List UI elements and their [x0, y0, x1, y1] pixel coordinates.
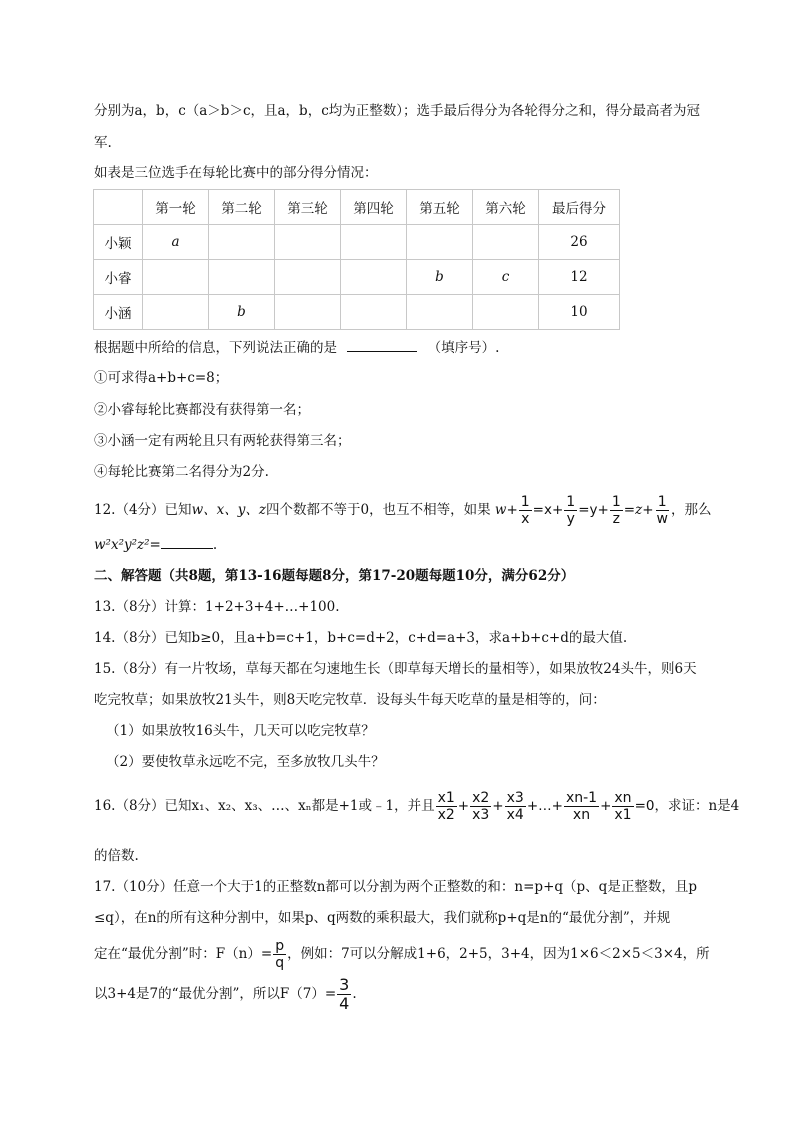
q16-plus: + — [457, 798, 470, 814]
option-2: ②小睿每轮比赛都没有获得第一名； — [94, 402, 310, 418]
question-prompt-text: 根据题中所给的信息，下列说法正确的是 — [94, 340, 337, 356]
question-17-line-3 — [94, 934, 722, 974]
q16-plus: + — [492, 798, 504, 814]
frac-den: xn — [572, 807, 591, 823]
table-cell — [341, 295, 407, 330]
q16-plus: + — [600, 798, 612, 814]
q17-line4a: 以3+4是7的“最优分割”，所以F（7）= — [94, 986, 337, 1002]
question-15-sub-2: （2）要使牧草永远吃不完，至多放牧几头牛？ — [106, 754, 385, 770]
question-15-sub-1: （1）如果放牧16头牛，几天可以吃完牧草？ — [106, 723, 375, 739]
table-header-cell: 第二轮 — [209, 190, 275, 225]
q12-x: x — [543, 502, 552, 518]
frac-den: x1 — [614, 807, 632, 823]
table-row — [94, 260, 620, 295]
table-cell: 10 — [539, 295, 620, 330]
q12-vars: w、x、y、z — [191, 502, 266, 518]
table-cell: 小睿 — [94, 260, 143, 295]
frac-den: q — [275, 955, 285, 971]
table-cell — [143, 260, 209, 295]
table-cell — [143, 295, 209, 330]
table-header-cell: 第五轮 — [407, 190, 473, 225]
q17-frac-3-over-4 — [337, 976, 351, 1013]
q12-frac-1-over-w — [655, 494, 670, 527]
frac-num: 1 — [611, 494, 621, 510]
table-cell — [407, 295, 473, 330]
q16-frac-2 — [470, 790, 491, 823]
q17-line3b: ，例如：7可以分解成1+6，2+5，3+4，因为1×6＜2×5＜3×4，所 — [287, 946, 710, 962]
q12-frac-1-over-y — [564, 494, 577, 527]
q16-dots: +…+ — [526, 798, 563, 814]
table-row — [94, 295, 620, 330]
question-12-line-2 — [94, 534, 722, 555]
q16-frac-3 — [505, 790, 526, 823]
q17-line3a: 定在“最优分割”时：F（n）= — [94, 946, 273, 962]
table-header-cell: 第一轮 — [143, 190, 209, 225]
frac-num: 3 — [339, 975, 350, 994]
frac-den: x4 — [506, 807, 524, 823]
table-cell: a — [143, 225, 209, 260]
q17-frac-p-over-q — [273, 938, 286, 971]
question-15-line-2: 吃完牧草；如果放牧21头牛，则8天吃完牧草．设每头牛每天吃草的量是相等的，问： — [94, 692, 606, 708]
table-cell — [275, 260, 341, 295]
frac-num: x1 — [437, 790, 455, 806]
q12-z: z — [635, 502, 643, 518]
table-header-cell: 第六轮 — [473, 190, 539, 225]
question-14: 14.（8分）已知b≥0，且a+b=c+1，b+c=d+2，c+d=a+3，求a+b+c+d的最大值. — [94, 630, 628, 646]
q16-eq: =0 — [634, 798, 655, 814]
table-header-cell — [94, 190, 143, 225]
table-cell — [341, 260, 407, 295]
q12-plus: + — [551, 502, 564, 518]
question-17-line-1: 17.（10分）任意一个大于1的正整数n都可以分割为两个正整数的和：n=p+q（p、q是正整数，且p — [94, 879, 697, 895]
q12-prefix: 12.（4分）已知 — [94, 502, 192, 518]
table-intro: 如表是三位选手在每轮比赛中的部分得分情况： — [94, 165, 378, 181]
q12-plus: + — [506, 502, 518, 518]
q12-frac-1-over-x — [519, 494, 532, 527]
q12-w: w — [494, 502, 507, 518]
table-cell — [473, 225, 539, 260]
table-cell — [341, 225, 407, 260]
q12-eq: = — [623, 502, 636, 518]
table-cell: 12 — [539, 260, 620, 295]
q16-frac-4 — [564, 790, 599, 823]
q12-expression: w²x²y²z²= — [94, 537, 161, 553]
q12-frac-1-over-z — [610, 494, 623, 527]
answer-blank[interactable] — [347, 337, 417, 352]
frac-den: x2 — [437, 807, 455, 823]
q12-tail: ，那么 — [670, 502, 712, 518]
frac-num: p — [275, 938, 285, 954]
q12-plus: + — [642, 502, 654, 518]
question-12-line-1 — [94, 492, 722, 528]
frac-den: z — [612, 511, 620, 527]
q12-mid: 四个数都不等于0，也互不相等，如果 — [265, 502, 491, 518]
frac-num: x3 — [506, 790, 524, 806]
score-table — [93, 189, 620, 330]
table-header-cell: 最后得分 — [539, 190, 620, 225]
table-cell — [209, 225, 275, 260]
table-header-cell: 第三轮 — [275, 190, 341, 225]
frac-den: 4 — [339, 994, 350, 1013]
table-cell — [407, 225, 473, 260]
table-cell — [275, 225, 341, 260]
intro-paragraph-line-2: 军. — [94, 135, 112, 151]
option-1: ①可求得a+b+c=8； — [94, 370, 229, 386]
table-cell: b — [407, 260, 473, 295]
table-cell: 小涵 — [94, 295, 143, 330]
table-cell: b — [209, 295, 275, 330]
table-header-row — [94, 190, 620, 225]
section-heading-solve: 二、解答题（共8题，第13-16题每题8分，第17-20题每题10分，满分62分） — [94, 568, 575, 584]
frac-num: 1 — [566, 494, 576, 510]
q12-eq: = — [532, 502, 544, 518]
question-13: 13.（8分）计算：1+2+3+4+…+100. — [94, 599, 340, 615]
table-cell — [209, 260, 275, 295]
question-prompt-tail: （填序号）. — [427, 340, 500, 356]
question-17-line-4 — [94, 974, 722, 1014]
question-15-line-1: 15.（8分）有一片牧场，草每天都在匀速地生长（即草每天增长的量相等），如果放牧24头牛，则6天 — [94, 661, 697, 677]
frac-den: w — [656, 511, 668, 527]
q12-plus: + — [597, 502, 609, 518]
question-prompt — [94, 337, 722, 358]
table-header-cell: 第四轮 — [341, 190, 407, 225]
frac-num: 1 — [657, 494, 667, 510]
table-cell: c — [473, 260, 539, 295]
q16-frac-5 — [612, 790, 633, 823]
q17-line4b: . — [352, 986, 357, 1002]
q12-answer-blank[interactable] — [161, 534, 213, 549]
table-cell: 小颖 — [94, 225, 143, 260]
table-row — [94, 225, 620, 260]
frac-num: 1 — [520, 494, 530, 510]
frac-num: xn — [614, 790, 632, 806]
q12-end: . — [212, 537, 218, 553]
frac-den: y — [566, 511, 575, 527]
frac-den: x — [521, 511, 530, 527]
intro-paragraph-line-1: 分别为a，b，c（a＞b＞c，且a，b，c均为正整数）；选手最后得分为各轮得分之和，得分最高者为冠 — [94, 103, 701, 119]
q16-frac-1 — [436, 790, 457, 823]
q16-tail: ，求证：n是4 — [654, 798, 740, 814]
question-16-line-2: 的倍数. — [94, 848, 139, 864]
frac-den: x3 — [472, 807, 490, 823]
frac-num: xn-1 — [565, 790, 598, 806]
table-cell: 26 — [539, 225, 620, 260]
q12-y: y — [589, 502, 598, 518]
question-16-line-1 — [94, 784, 740, 828]
question-17-line-2: ≤q），在n的所有这种分割中，如果p、q两数的乘积最大，我们就称p+q是n的“最优分割”，并规 — [94, 910, 671, 926]
q12-eq: = — [578, 502, 590, 518]
option-4: ④每轮比赛第二名得分为2分. — [94, 464, 269, 480]
frac-num: x2 — [472, 790, 490, 806]
q16-prefix: 16.（8分）已知x₁、x₂、x₃、…、xₙ都是+1或﹣1，并且 — [94, 798, 435, 814]
option-3: ③小涵一定有两轮且只有两轮获得第三名； — [94, 433, 351, 449]
table-cell — [473, 295, 539, 330]
table-cell — [275, 295, 341, 330]
